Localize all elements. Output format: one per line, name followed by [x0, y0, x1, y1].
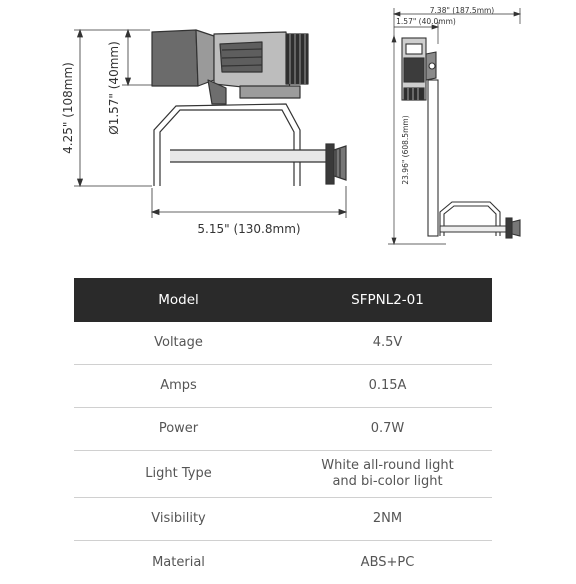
height-dimension-label: 4.25" (108mm) — [61, 62, 75, 154]
table-row-visibility — [74, 498, 492, 541]
table-row-amps — [74, 365, 492, 408]
row-value: 0.7W — [370, 421, 405, 436]
row-value: 2NM — [372, 511, 403, 526]
technical-drawing — [0, 0, 576, 260]
row-value-line-1: White all-round light — [321, 458, 454, 473]
row-label: Material — [152, 554, 205, 570]
diameter-dimension — [122, 30, 152, 85]
lamp-head-side — [152, 30, 308, 104]
table-row-material — [74, 541, 492, 584]
header-label: Model — [158, 292, 199, 308]
row-value-line-2: and bi-color light — [332, 474, 443, 489]
length-dimension-label: 5.15" (130.8mm) — [197, 222, 301, 236]
row-value-multiline — [283, 458, 492, 490]
spec-table — [74, 278, 492, 584]
row-label: Visibility — [151, 511, 206, 526]
head-width-dimension-label: 1.57" (40.0mm) — [396, 17, 456, 26]
row-value: 4.5V — [372, 335, 403, 350]
table-header-row — [74, 278, 492, 322]
diameter-dimension-label: Ø1.57" (40mm) — [107, 41, 121, 135]
pole-clamp — [440, 202, 520, 238]
overall-width-dimension-label: 7.38" (187.5mm) — [429, 6, 495, 15]
clamp-side — [154, 104, 346, 186]
length-dimension — [152, 186, 346, 218]
row-label: Voltage — [154, 335, 203, 350]
row-label: Light Type — [145, 466, 212, 481]
row-value: 0.15A — [368, 378, 407, 393]
header-value: SFPNL2-01 — [351, 292, 424, 308]
table-row-voltage — [74, 322, 492, 365]
row-value: ABS+PC — [360, 554, 415, 570]
table-row-light-type — [74, 451, 492, 498]
pole — [428, 80, 438, 236]
row-label: Amps — [160, 378, 197, 393]
row-label: Power — [158, 421, 199, 436]
table-row-power — [74, 408, 492, 451]
pole-height-dimension-label: 23.96" (608.5mm) — [401, 115, 410, 185]
